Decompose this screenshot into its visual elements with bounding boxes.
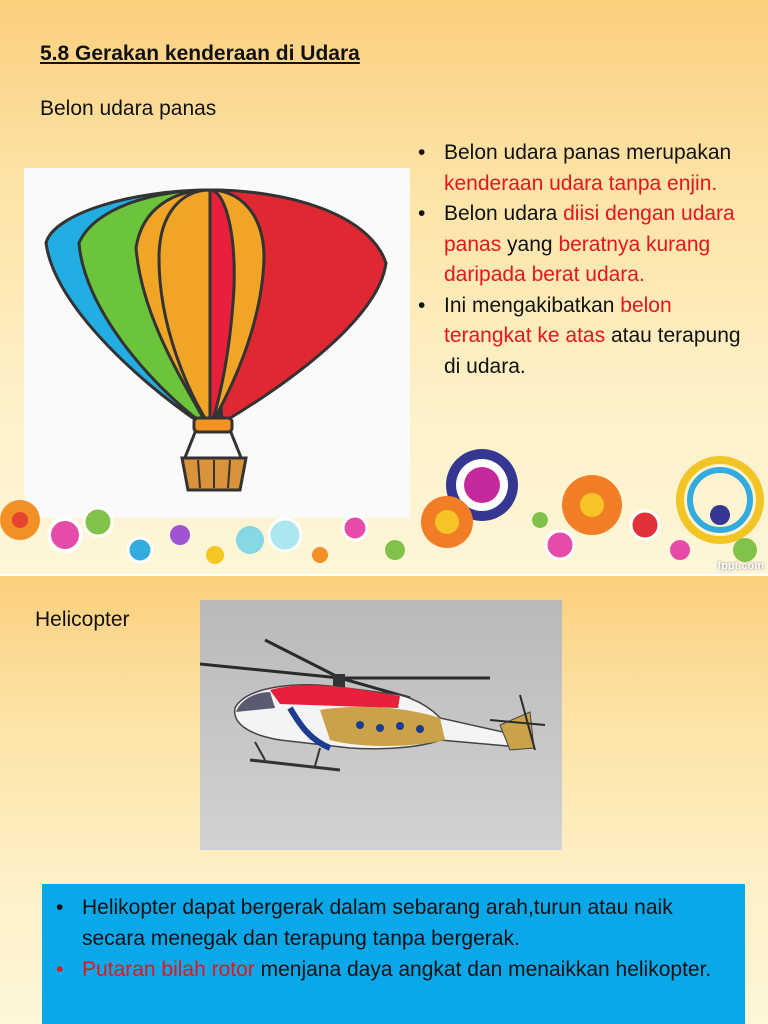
slide-title: 5.8 Gerakan kenderaan di Udara	[40, 42, 360, 65]
balloon-bullet-list	[418, 138, 758, 382]
slide-helicopter	[0, 574, 768, 1024]
list-item: • Putaran bilah rotor menjana daya angkat dan menaikkan helikopter.	[56, 958, 712, 981]
list-item: • Belon udara panas merupakan kenderaan udara tanpa enjin.	[418, 141, 732, 195]
flower-decoration-border	[0, 440, 768, 574]
list-item: • Helikopter dapat bergerak dalam sebarang arah,turun atau naik secara menegak dan terapung tanpa bergerak.	[56, 896, 673, 950]
list-item: • Ini mengakibatkan belon terangkat ke atas atau terapung di udara.	[418, 293, 741, 378]
helicopter-label: Helicopter	[35, 608, 130, 631]
watermark-text: fppt.com	[717, 560, 764, 572]
section-subtitle: Belon udara panas	[40, 97, 217, 120]
helicopter-info-box	[42, 884, 745, 1024]
list-item: • Belon udara diisi dengan udara panas yang beratnya kurang daripada berat udara.	[418, 202, 735, 286]
helicopter-photo	[200, 600, 562, 850]
helicopter-bullet-list	[56, 892, 735, 985]
